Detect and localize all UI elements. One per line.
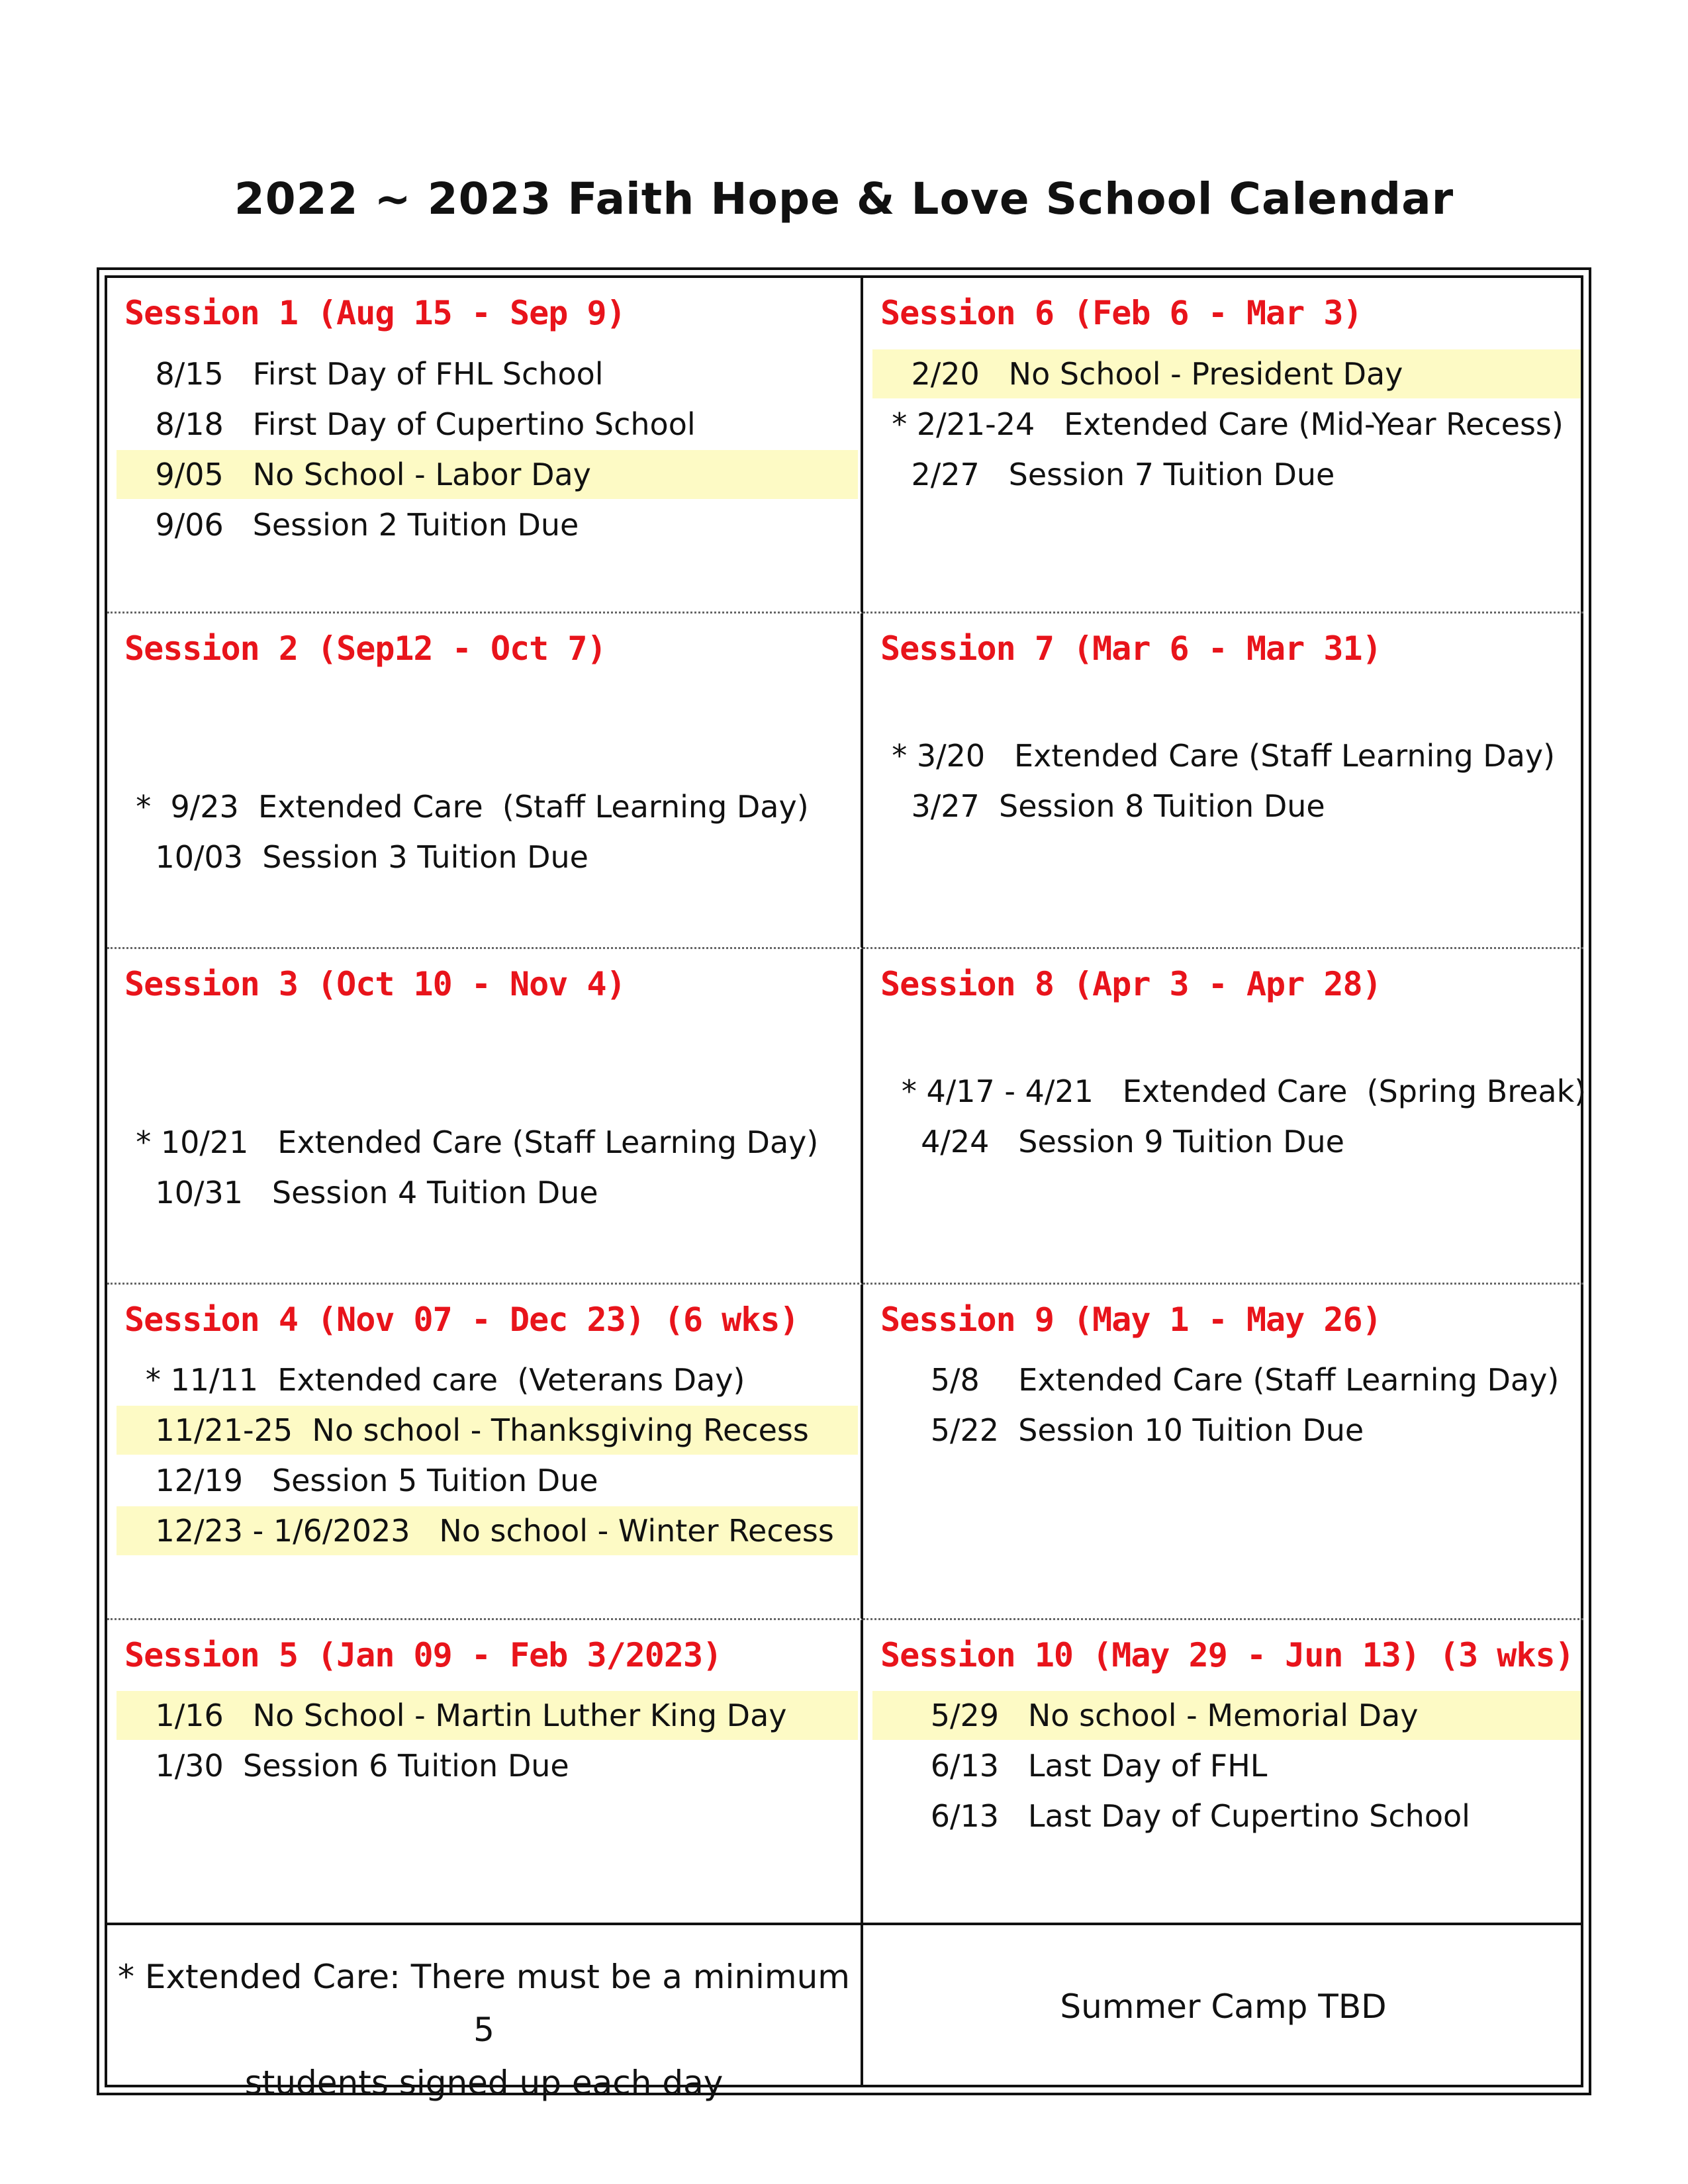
calendar-event: 5/22 Session 10 Tuition Due <box>872 1412 1364 1448</box>
page-title: 2022 ~ 2023 Faith Hope & Love School Calendar <box>234 173 1454 224</box>
calendar-event: 10/03 Session 3 Tuition Due <box>117 839 588 875</box>
session-title: Session 4 (Nov 07 - Dec 23) (6 wks) <box>124 1300 799 1339</box>
session-cell <box>863 949 1587 1285</box>
note-line-1: * Extended Care: There must be a minimum 5 <box>117 1958 851 2049</box>
session-cell <box>107 278 863 614</box>
calendar-event: 6/13 Last Day of FHL <box>872 1748 1268 1784</box>
calendar-event: 2/27 Session 7 Tuition Due <box>872 457 1335 492</box>
calendar-event: 12/19 Session 5 Tuition Due <box>117 1463 598 1498</box>
calendar-event: * 2/21-24 Extended Care (Mid-Year Recess) <box>872 406 1564 442</box>
extended-care-note-cell <box>107 1923 863 2102</box>
no-school-event: 11/21-25 No school - Thanksgiving Recess <box>117 1406 858 1455</box>
calendar-grid <box>105 275 1587 2102</box>
calendar-event: 8/18 First Day of Cupertino School <box>117 406 696 442</box>
session-cell <box>863 614 1583 949</box>
calendar-table <box>97 267 1591 2102</box>
note-line-2: students signed up each day <box>244 2064 724 2102</box>
session-cell <box>107 1285 863 1620</box>
summer-camp-cell <box>863 1923 1583 2087</box>
session-cell <box>863 1620 1583 1923</box>
no-school-event: 12/23 - 1/6/2023 No school - Winter Recess <box>117 1506 858 1555</box>
session-title: Session 3 (Oct 10 - Nov 4) <box>124 965 626 1003</box>
session-title: Session 6 (Feb 6 - Mar 3) <box>880 294 1362 332</box>
session-title: Session 10 (May 29 - Jun 13) (3 wks) <box>880 1636 1574 1674</box>
session-cell <box>863 278 1583 614</box>
no-school-event: 5/29 No school - Memorial Day <box>872 1691 1581 1740</box>
session-cell <box>107 1620 863 1923</box>
calendar-event: 8/15 First Day of FHL School <box>117 356 604 392</box>
summer-camp-text: Summer Camp TBD <box>1060 1987 1387 2026</box>
calendar-event: * 11/11 Extended care (Veterans Day) <box>117 1362 745 1398</box>
session-title: Session 5 (Jan 09 - Feb 3/2023) <box>124 1636 722 1674</box>
session-title: Session 9 (May 1 - May 26) <box>880 1300 1382 1339</box>
session-cell <box>107 949 863 1285</box>
session-title: Session 8 (Apr 3 - Apr 28) <box>880 965 1382 1003</box>
calendar-event: * 10/21 Extended Care (Staff Learning Day) <box>117 1124 819 1160</box>
no-school-event: 1/16 No School - Martin Luther King Day <box>117 1691 858 1740</box>
no-school-event: 9/05 No School - Labor Day <box>117 450 858 499</box>
calendar-event: * 3/20 Extended Care (Staff Learning Day) <box>872 738 1556 774</box>
calendar-event: 10/31 Session 4 Tuition Due <box>117 1175 598 1210</box>
calendar-event: 3/27 Session 8 Tuition Due <box>872 788 1325 824</box>
calendar-event: 4/24 Session 9 Tuition Due <box>872 1124 1344 1160</box>
session-cell <box>107 614 863 949</box>
calendar-event: 1/30 Session 6 Tuition Due <box>117 1748 569 1784</box>
session-title: Session 2 (Sep12 - Oct 7) <box>124 629 606 668</box>
extended-care-note <box>107 1950 861 2109</box>
calendar-event: 6/13 Last Day of Cupertino School <box>872 1798 1470 1834</box>
session-cell <box>863 1285 1583 1620</box>
calendar-event: * 4/17 - 4/21 Extended Care (Spring Break) <box>872 1073 1587 1109</box>
calendar-event: * 9/23 Extended Care (Staff Learning Day) <box>117 789 809 825</box>
session-title: Session 7 (Mar 6 - Mar 31) <box>880 629 1382 668</box>
calendar-event: 5/8 Extended Care (Staff Learning Day) <box>872 1362 1560 1398</box>
no-school-event: 2/20 No School - President Day <box>872 349 1581 398</box>
session-title: Session 1 (Aug 15 - Sep 9) <box>124 294 626 332</box>
calendar-event: 9/06 Session 2 Tuition Due <box>117 507 579 543</box>
